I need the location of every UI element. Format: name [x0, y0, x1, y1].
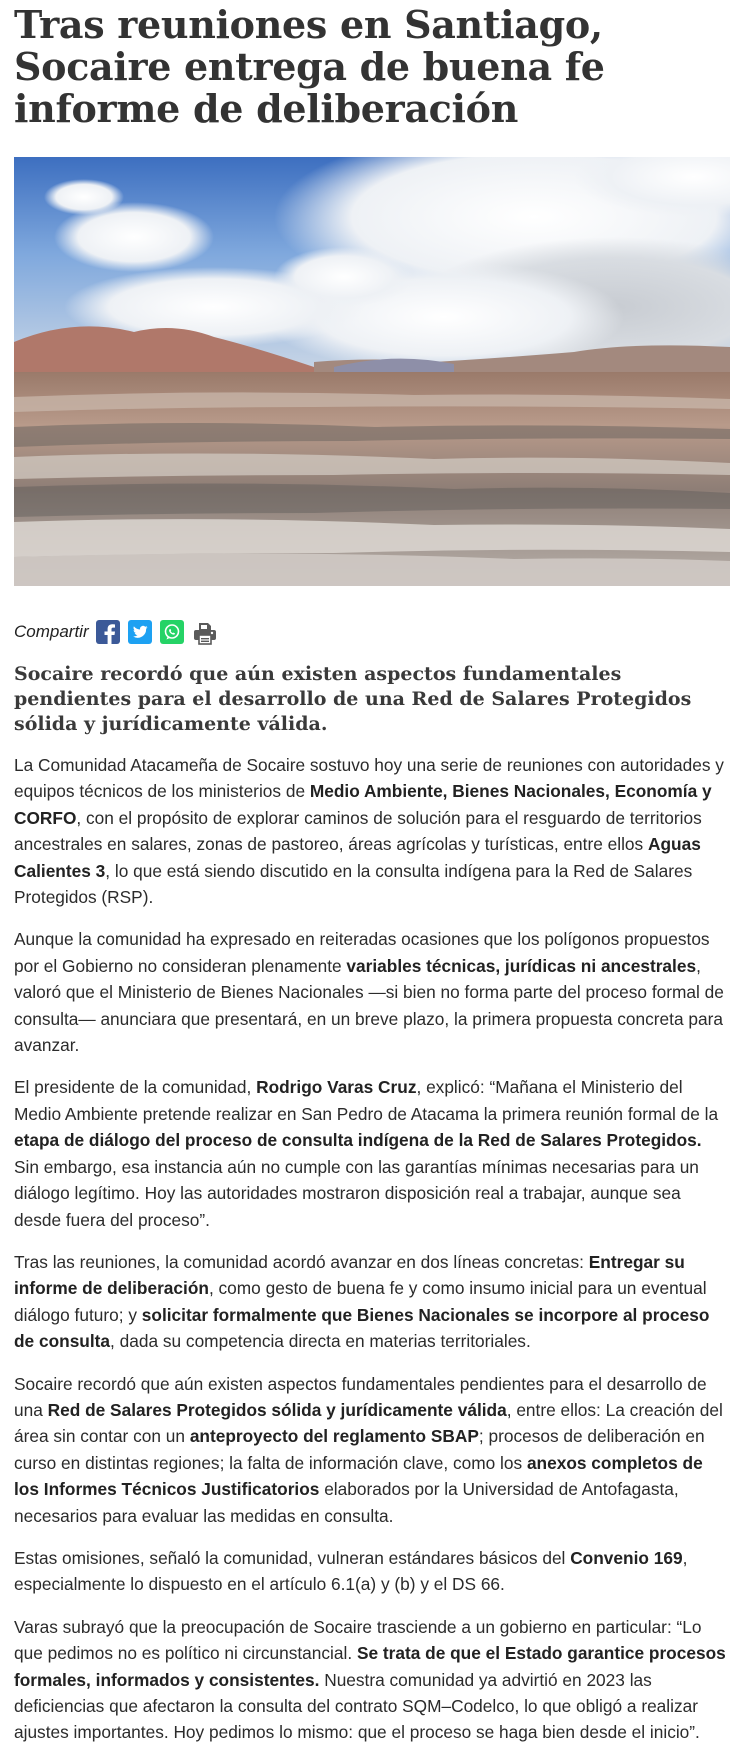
paragraph-text: El presidente de la comunidad, — [14, 1077, 257, 1098]
bold-text: etapa de diálogo del proceso de consulta indígena de la Red de Salares Protegidos. — [14, 1130, 702, 1151]
article-lead: Socaire recordó que aún existen aspectos fundamentales pendientes para el desarrollo de una Red de Salares Protegidos sólida y jurídicamente válida. — [14, 663, 692, 735]
hero-image — [14, 157, 730, 586]
paragraph — [14, 1614, 730, 1746]
bold-text: Se trata de que el Estado garantice procesos formales, informados y consistentes. — [14, 1643, 726, 1690]
article — [14, 0, 730, 1743]
paragraph-text: , explicó: “Mañana el Ministerio del Medio Ambiente pretende realizar en San Pedro de Atacama la primera reunión formal de la — [14, 1077, 719, 1124]
bold-text: Convenio 169 — [570, 1547, 683, 1568]
paragraph-text: Estas omisiones, señaló la comunidad, vulneran estándares básicos del — [14, 1547, 571, 1568]
paragraph-text: Varas subrayó que la preocupación de Socaire trasciende a un gobierno en particular: “Lo que pedimos no es político ni circunstancial. — [14, 1616, 702, 1664]
share-bar — [14, 617, 224, 647]
whatsapp-icon[interactable] — [160, 620, 184, 644]
paragraph-text: Sin embargo, esa instancia aún no cumple con las garantías mínimas necesarias para un diálogo legítimo. Hoy las autoridades mostraron disposición real a trabajar, aunque sea desde fuera del proceso”. — [14, 1156, 699, 1230]
bold-text: Rodrigo Varas Cruz — [256, 1077, 417, 1098]
paragraph-text: Tras las reuniones, la comunidad acordó avanzar en dos líneas concretas: — [14, 1251, 589, 1272]
paragraph-text: elaborados por la Universidad de Antofagasta, necesarios para evaluar las medidas en consulta. — [14, 1479, 679, 1526]
bold-text: Medio Ambiente, Bienes Nacionales, Economía y CORFO — [14, 781, 712, 828]
print-icon[interactable] — [192, 620, 216, 644]
paragraph-text: La Comunidad Atacameña de Socaire sostuvo hoy una serie de reuniones con autoridades y equipos técnicos de los ministerios de — [14, 755, 724, 802]
paragraph-text: Nuestra comunidad ya advirtió en 2023 las deficiencias que afectaron la consulta del contrato SQM–Codelco, lo que obligó a realizar ajustes importantes. Hoy pedimos lo mismo: que el proceso se haga bien desde el inicio”. — [14, 1669, 700, 1743]
bold-text: anexos completos de los Informes Técnicos Justificatorios — [14, 1452, 703, 1500]
share-label: Compartir — [14, 622, 89, 641]
article-title: Tras reuniones en Santiago, Socaire entrega de buena fe informe de deliberación — [14, 2, 605, 131]
paragraph — [14, 926, 730, 1058]
paragraph — [14, 1545, 730, 1598]
bold-text: solicitar formalmente que Bienes Nacionales se incorpore al proceso de consulta — [14, 1304, 710, 1352]
article-body — [14, 752, 730, 1762]
paragraph — [14, 1371, 730, 1529]
bold-text: Red de Salares Protegidos sólida y jurídicamente válida — [47, 1399, 507, 1420]
bold-text: anteproyecto del reglamento SBAP — [189, 1426, 479, 1447]
paragraph — [14, 1074, 730, 1232]
paragraph-text: , con el propósito de explorar caminos de solución para el resguardo de territorios ancestrales en salares, zonas de pastoreo, áreas agrícolas y turísticas, entre ellos — [14, 807, 702, 855]
paragraph-text: , como gesto de buena fe y como insumo inicial para un eventual diálogo futuro; y — [14, 1278, 707, 1325]
paragraph-text: Socaire recordó que aún existen aspectos fundamentales pendientes para el desarrollo de una — [14, 1373, 707, 1420]
bold-text: Aguas Calientes 3 — [14, 834, 701, 881]
salt-flat-landscape-image — [14, 157, 730, 586]
paragraph-text: , especialmente lo dispuesto en el artículo 6.1(a) y (b) y el DS 66. — [14, 1547, 688, 1595]
bold-text: Entregar su informe de deliberación — [14, 1251, 685, 1299]
paragraph-text: ; procesos de deliberación en curso en distintas regiones; la falta de información clave, como los — [14, 1426, 705, 1473]
paragraph-text: Aunque la comunidad ha expresado en reiteradas ocasiones que los polígonos propuestos por el Gobierno no consideran plenamente — [14, 929, 710, 976]
paragraph-text: , valoró que el Ministerio de Bienes Nacionales —si bien no forma parte del proceso formal de consulta— anunciara que presentará, en un breve plazo, la primera propuesta concreta para avanzar. — [14, 955, 724, 1056]
bold-text: variables técnicas, jurídicas ni ancestrales — [346, 955, 697, 976]
paragraph-text: , dada su competencia directa en materias territoriales. — [110, 1331, 531, 1352]
twitter-icon[interactable] — [128, 620, 152, 644]
paragraph — [14, 752, 730, 910]
paragraph-text: , lo que está siendo discutido en la consulta indígena para la Red de Salares Protegidos (RSP). — [14, 860, 693, 908]
facebook-icon[interactable] — [96, 620, 120, 644]
paragraph-text: , entre ellos: La creación del área sin contar con un — [14, 1399, 723, 1447]
paragraph — [14, 1249, 730, 1355]
